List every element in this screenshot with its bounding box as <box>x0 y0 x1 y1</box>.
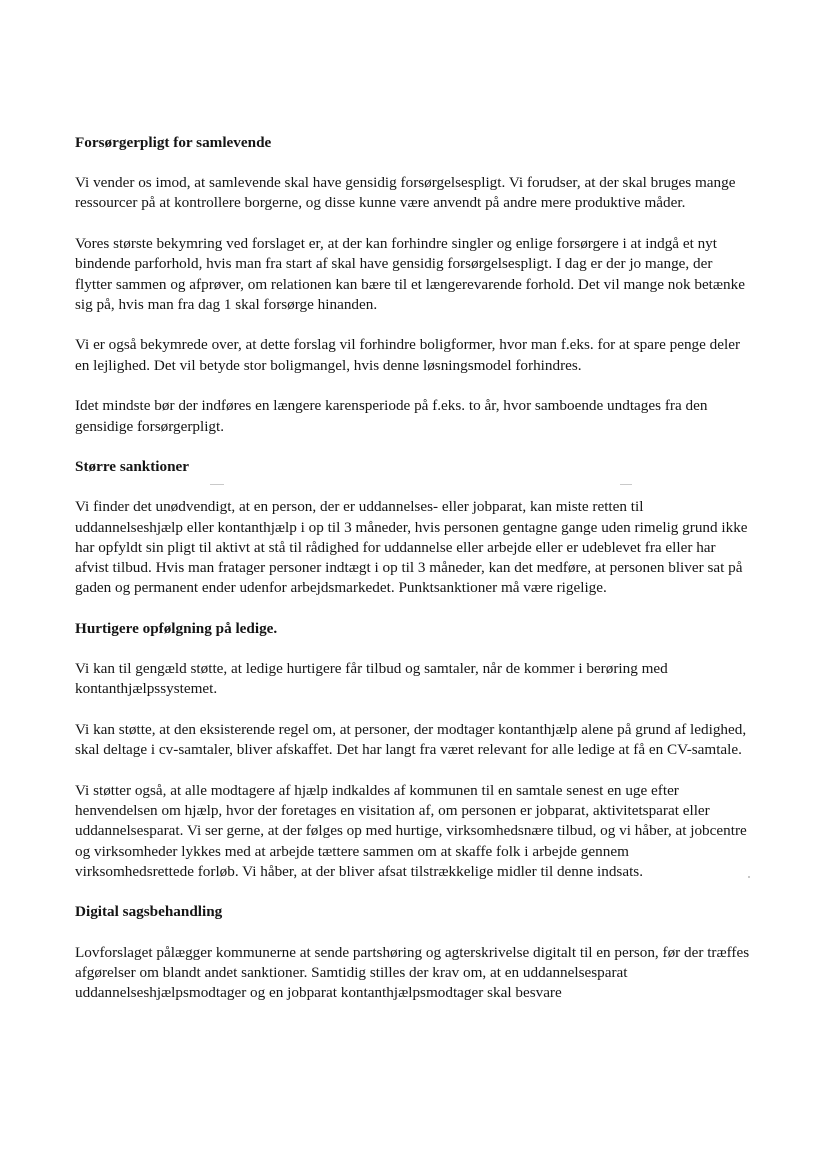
section-heading: Hurtigere opfølgning på ledige. <box>75 619 278 637</box>
paragraph: Idet mindste bør der indføres en længere karensperiode på f.eks. to år, hvor samboende undtages fra den gensidige forsørgerpligt. <box>75 397 708 435</box>
scan-mark <box>210 484 224 485</box>
paragraph: Vores største bekymring ved forslaget er, at der kan forhindre singler og enlige forsørgere i at indgå et nyt bindende parforhold, hvis man fra start af skal have gensidig forsørgelsespligt. I dag er der jo mange, der flytter sammen og afprøver, om relationen kan bære til et længerevarende forhold. Det vil mange nok betænke sig på, hvis man fra dag 1 skal forsørge hinanden. <box>75 235 745 313</box>
section-heading: Digital sagsbehandling <box>75 903 223 921</box>
paragraph: Lovforslaget pålægger kommunerne at sende partshøring og agterskrivelse digitalt til en person, før der træffes afgørelser om blandt andet sanktioner. Samtidig stilles der krav om, at en uddannelsesparat uddannelseshjælpsmodtager og en jobparat kontanthjælpsmodtager skal besvare <box>75 943 750 1002</box>
paragraph: Vi finder det unødvendigt, at en person, der er uddannelses- eller jobparat, kan miste retten til uddannelseshjælp eller kontanthjælp i op til 3 måneder, hvis personen gentagne gange uden rimelig grund ikke har opfyldt sin pligt til aktivt at stå til rådighed for uddannelse eller arbejde eller er udeblevet fra eller har afvist tilbud. Hvis man fratager personer indtægt i op til 3 måneder, kan det medføre, at personen bliver sat på gaden og permanent ender udenfor arbejdsmarkedet. Punktsanktioner må være rigelige. <box>75 498 748 597</box>
paragraph: Vi kan støtte, at den eksisterende regel om, at personer, der modtager kontanthjælp alene på grund af ledighed, skal deltage i cv-samtaler, bliver afskaffet. Det har langt fra været relevant for alle ledige at få en CV-samtale. <box>75 721 747 759</box>
document-body <box>75 133 750 1003</box>
paragraph: Vi kan til gengæld støtte, at ledige hurtigere får tilbud og samtaler, når de kommer i berøring med kontanthjælpssystemet. <box>75 660 668 698</box>
paragraph: Vi støtter også, at alle modtagere af hjælp indkaldes af kommunen til en samtale senest en uge efter henvendelsen om hjælp, hvor der foretages en visitation af, om personen er jobparat, aktivitetsparat eller uddannelsesparat. Vi ser gerne, at der følges op med hurtige, virksomhedsnære tilbud, og vi håber, at jobcentre og virksomheder lykkes med at arbejde tættere sammen om at skaffe folk i arbejde gennem virksomhedsrettede forløb. Vi håber, at der bliver afsat tilstrækkelige midler til denne indsats. <box>75 781 747 880</box>
paragraph: Vi er også bekymrede over, at dette forslag vil forhindre boligformer, hvor man f.eks. for at spare penge deler en lejlighed. Det vil betyde stor boligmangel, hvis denne løsningsmodel forhindres. <box>75 336 741 374</box>
section-heading: Større sanktioner <box>75 458 190 476</box>
section-heading: Forsørgerpligt for samlevende <box>75 134 272 151</box>
scan-mark <box>620 484 632 485</box>
scan-dot <box>748 876 750 878</box>
paragraph: Vi vender os imod, at samlevende skal have gensidig forsørgelsespligt. Vi forudser, at der skal bruges mange ressourcer på at kontrollere borgerne, og disse kunne være anvendt på andre mere produktive måder. <box>75 174 736 212</box>
